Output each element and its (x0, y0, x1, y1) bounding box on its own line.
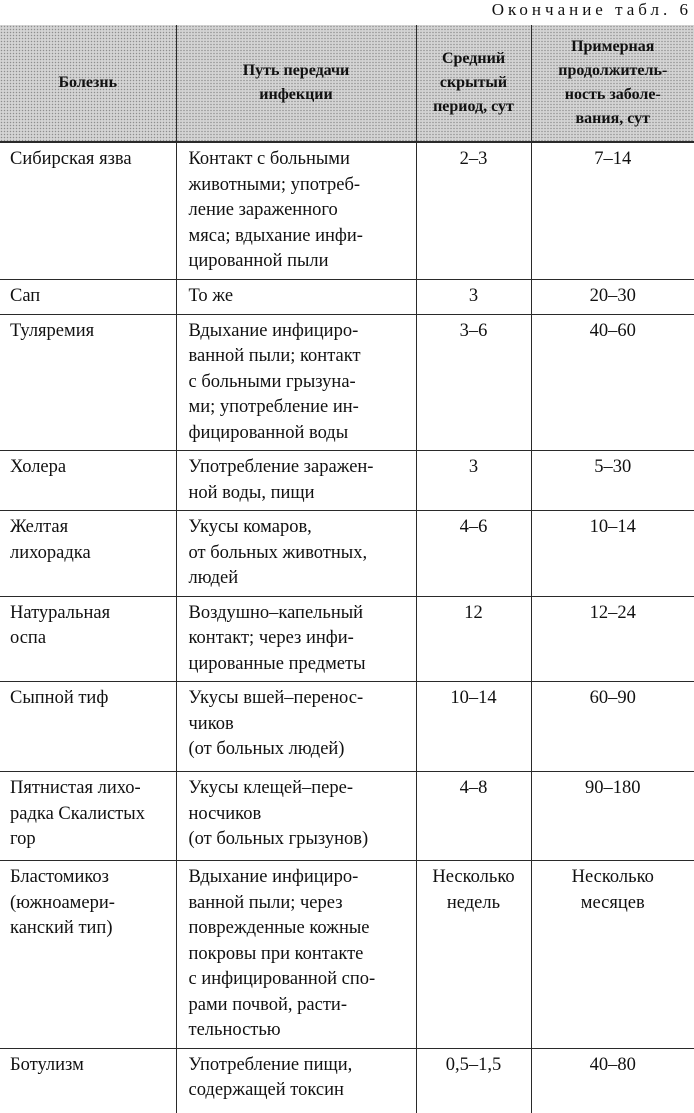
disease-cell: Бластомикоз (южноамери- канский тип) (0, 861, 176, 1049)
route-cell: Употребление заражен- ной воды, пищи (176, 451, 416, 511)
duration-cell: 12–24 (531, 596, 694, 682)
disease-cell: Желтая лихорадка (0, 511, 176, 597)
disease-cell: Натуральная оспа (0, 596, 176, 682)
route-cell: Вдыхание инфициро- ванной пыли; через поврежденные кожные покровы при контакте с инфицированной спо- рами почвой, расти- тельностью (176, 861, 416, 1049)
route-cell: Вдыхание инфициро- ванной пыли; контакт с больными грызуна- ми; употребление ин- фицированной воды (176, 314, 416, 451)
disease-cell: Холера (0, 451, 176, 511)
route-cell: Укусы комаров, от больных животных, людей (176, 511, 416, 597)
latent-cell: 10–14 (416, 682, 531, 772)
latent-cell: 4–8 (416, 772, 531, 861)
latent-cell: Несколько недель (416, 861, 531, 1049)
table-caption: Окончание табл. 6 (491, 0, 692, 19)
disease-cell: Сап (0, 280, 176, 315)
duration-cell: 40–80 (531, 1048, 694, 1113)
latent-cell: 2–3 (416, 142, 531, 280)
duration-cell: 40–60 (531, 314, 694, 451)
table-row (0, 682, 694, 772)
latent-cell: 3 (416, 451, 531, 511)
route-cell: Употребление пищи, содержащей токсин (176, 1048, 416, 1113)
table-row (0, 511, 694, 597)
duration-cell: Несколько месяцев (531, 861, 694, 1049)
latent-cell: 12 (416, 596, 531, 682)
table-row (0, 861, 694, 1049)
latent-cell: 3 (416, 280, 531, 315)
header-route: Путь передачи инфекции (176, 25, 416, 142)
disease-cell: Ботулизм (10, 1054, 84, 1075)
route-cell: Воздушно–капельный контакт; через инфи- цированные предметы (176, 596, 416, 682)
header-disease: Болезнь (0, 25, 176, 142)
infection-table (0, 25, 694, 1113)
latent-cell: 0,5–1,5 (416, 1048, 531, 1113)
table-row (0, 142, 694, 280)
header-row (0, 25, 694, 142)
duration-cell: 5–30 (531, 451, 694, 511)
table-row (0, 314, 694, 451)
table-row (0, 772, 694, 861)
duration-cell: 10–14 (531, 511, 694, 597)
route-cell: Укусы клещей–пере- носчиков (от больных грызунов) (176, 772, 416, 861)
latent-cell: 4–6 (416, 511, 531, 597)
table-row (0, 596, 694, 682)
disease-cell: Сибирская язва (0, 142, 176, 280)
duration-cell: 20–30 (531, 280, 694, 315)
table-row (0, 1048, 694, 1113)
route-cell: Укусы вшей–перенос- чиков (от больных людей) (176, 682, 416, 772)
latent-cell: 3–6 (416, 314, 531, 451)
duration-cell: 90–180 (531, 772, 694, 861)
route-cell: Контакт с больными животными; употреб- ление зараженного мяса; вдыхание инфи- цированной пыли (176, 142, 416, 280)
disease-cell: Сыпной тиф (0, 682, 176, 772)
header-latent-period: Средний скрытый период, сут (416, 25, 531, 142)
disease-cell: Туляремия (0, 314, 176, 451)
duration-cell: 7–14 (531, 142, 694, 280)
route-cell: То же (176, 280, 416, 315)
header-duration: Примерная продолжитель- ность заболе- вания, сут (531, 25, 694, 142)
disease-cell: Пятнистая лихо- радка Скалистых гор (0, 772, 176, 861)
table-row (0, 280, 694, 315)
table-row (0, 451, 694, 511)
duration-cell: 60–90 (531, 682, 694, 772)
